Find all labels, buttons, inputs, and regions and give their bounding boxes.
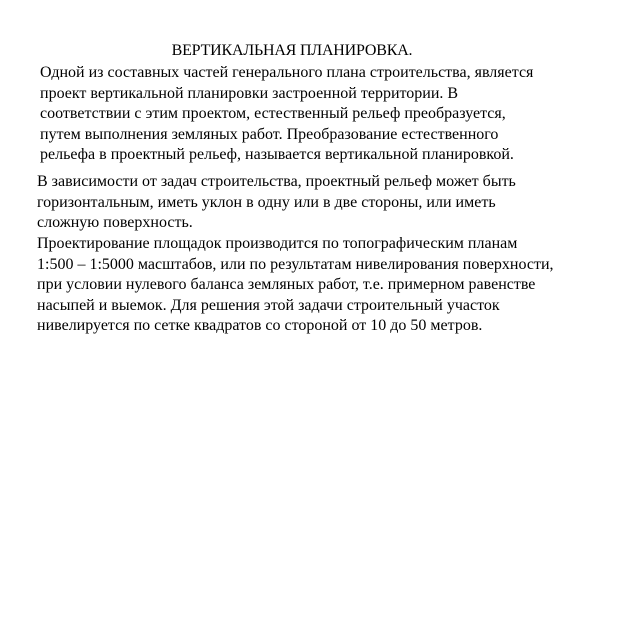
text-line: Одной из составных частей генерального плана строительства, является bbox=[40, 64, 534, 81]
text-line: нивелируется по сетке квадратов со стороной от 10 до 50 метров. bbox=[37, 317, 483, 334]
text-line: проект вертикальной планировки застроенной территории. В bbox=[40, 84, 459, 102]
text-line: сложную поверхность. bbox=[37, 214, 193, 231]
text-line: Проектирование площадок производится по топографическим планам bbox=[37, 235, 518, 252]
text-line: соответствии с этим проектом, естественный рельеф преобразуется, bbox=[40, 105, 506, 122]
text-line: при условии нулевого баланса земляных работ, т.е. примерном равенстве bbox=[37, 276, 536, 293]
paragraph-design-method bbox=[37, 234, 554, 337]
text-line: путем выполнения земляных работ. Преобразование естественного bbox=[40, 125, 499, 143]
text-line: рельефа в проектный рельеф, называется вертикальной планировкой. bbox=[40, 146, 514, 163]
text-line: горизонтальным, иметь уклон в одну или в две стороны, или иметь bbox=[37, 193, 496, 211]
text-line: 1:500 – 1:5000 масштабов, или по результатам нивелирования поверхности, bbox=[37, 255, 554, 273]
paragraph-intro bbox=[40, 63, 533, 166]
text-line: насыпей и выемок. Для решения этой задачи строительный участок bbox=[37, 296, 500, 314]
paragraph-relief-types bbox=[37, 172, 516, 234]
text-line: В зависимости от задач строительства, проектный рельеф может быть bbox=[37, 173, 516, 190]
document-title: ВЕРТИКАЛЬНАЯ ПЛАНИРОВКА. bbox=[171, 42, 413, 59]
